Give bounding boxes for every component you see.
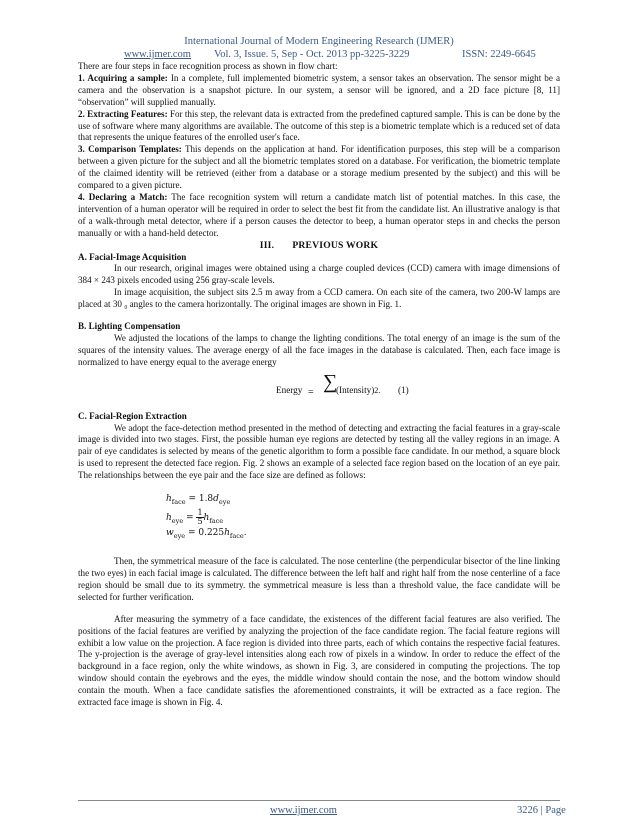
step-3 [78,144,560,192]
step-4-label: 4. Declaring a Match: [78,191,168,202]
var-w-eye: w [166,528,174,539]
step-3-text: This depends on the application at hand. For identification purposes, this step will be a comparison between a given picture for the subject and all the biometric templates stored on a database. For verification, the biometric template of the claimed identity will be retrieved (either from a database or a storage medium presented by the subject) and this will be compared to a given picture. [78,144,560,191]
step-2-text: For this step, the relevant data is extracted from the predefined captured sample. This is can be done by the use of software where many algorithms are available. The outcome of this step is a biometric template which is a reduced set of data that represents the unique features of the enrolled user's face. [78,108,560,143]
subsection-a-paragraph-1: In our research, original images were obtained using a charge coupled devices (CCD) camera with image dimensions of 384 × 243 pixels encoded using 256 gray-scale levels. [78,263,560,286]
subsection-c-title: C. Facial-Region Extraction [78,410,187,421]
section-heading: III. PREVIOUS WORK [259,239,379,251]
footer-page-number: 3226 | Page [517,805,566,816]
step-3-label: 3. Comparison Templates: [78,144,182,155]
subsection-a-title: A. Facial-Image Acquisition [78,251,187,262]
step-2-label: 2. Extracting Features: [78,108,168,119]
face-ratio-equations [78,492,560,542]
step-1-text: In a complete, full implemented biometric system, a sensor takes an observation. The sensor might be a camera and the observation is a snapshot picture. In our system, a sensor will be ignored, and a 2D face picture [8, 11] “observation” will supplied manually. [78,72,560,107]
equation-1 [78,370,560,399]
var-w-eye-sub: eye [173,531,186,540]
var-d: d [213,494,219,505]
subsection-c-paragraph-1: We adopt the face-detection method presented in the method of detecting and extracting the facial features in a gray-scale image is divided into two stages. First, the possible human eye regions are detected by testing all the valley regions in an image. A pair of eye candidates is selected by means of the genetic algorithm to form a possible face candidate. In our method, a square block is used to represent the detected face region. Fig. 2 shows an example of a selected face region based on the location of an eye pair. The relationships between the eye pair and the face size are defined as follows: [78,422,560,481]
subsection-b-paragraph-1: We adjusted the locations of the lamps to change the lighting conditions. The total energy of an image is the sum of the squares of the intensity values. The average energy of all the face images in the database is calculated. Then, each face image is normalized to have energy equal to the average energy [78,332,560,367]
equation-number: (1) [398,384,409,395]
step-4-text: The face recognition system will return a candidate match list of potential matches. In this case, the intervention of a human operator will be required in order to select the best fit from the candidate list. An illustrative analogy is that of a walk-through metal detector, where if a person causes the detector to beep, a human operator steps in and checks the person manually or with a hand-held detector. [78,191,560,238]
intro-text: There are four steps in face recognition process as shown in flow chart: [78,61,338,71]
footer-site-link[interactable]: www.ijmer.com [270,805,337,816]
subsection-c-paragraph-3: After measuring the symmetry of a face candidate, the existences of the different facial features are also verified. The positions of the facial features are verified by analyzing the projection of the face candidate region. The facial feature regions will exhibit a low value on the projection. A face region is divided into three parts, each of which contains the respective facial features. The y-projection is the average of gray-level intensities along each row of pixels in a window. In order to reduce the effect of the background in a face region, only the white windows, as shown in Fig. 3, are considered in computing the projections. The top window should contain the eyebrows and the eyes, the middle window should contain the nose, and the bottom window should contain the mouth. When a face candidate satisfies the aforementioned constraints, it will be extracted as a face region. The extracted face image is shown in Fig. 4. [78,613,560,708]
equation-h-eye [166,509,223,528]
var-h-eye: h [166,513,172,524]
footer-divider [78,800,560,801]
var-h-face-3-sub: face [229,531,244,540]
var-h-face-2-sub: face [209,516,224,525]
var-h-face-sub: face [171,497,186,506]
sum-symbol: ∑ [323,370,338,393]
var-d-sub: eye [218,497,231,506]
equation-lhs: Energy [276,384,303,395]
article-body [78,61,560,709]
var-h-eye-sub: eye [171,516,184,525]
fraction-one-fifth [196,509,203,526]
fraction-denominator: 5 [197,517,203,527]
var-h-face: h [166,494,172,505]
eq-h-eye-equals: = [183,513,197,524]
equation-w-eye [166,528,247,543]
header-volume: Vol. 3, Issue. 5, Sep - Oct. 2013 pp-3225-3229 [214,49,410,60]
subsection-c-paragraph-2: Then, the symmetrical measure of the face is calculated. The nose centerline (the perpendicular bisector of the line linking the two eyes) in each facial image is calculated. The difference between the left half and right half from the nose centerline of a face region should be small due to its symmetry. the symmetrical measure is less than a threshold value, the face candidate will be selected for further verification. [78,556,560,602]
journal-title: International Journal of Modern Engineering Research (IJMER) [184,36,454,47]
eq-w-eye-rhs: = 0.225 [185,528,225,539]
equation-h-face [166,494,230,509]
header-issn: ISSN: 2249-6645 [462,49,536,60]
equation-exponent: 2. [374,385,381,395]
step-1 [78,73,560,109]
fraction-numerator: 1 [197,508,203,518]
var-h-face-2: h [203,513,210,524]
subsection-b-title: B. Lighting Compensation [78,321,181,332]
equation-rhs [336,385,380,397]
header-site-link[interactable]: www.ijmer.com [124,49,191,60]
step-1-label: 1. Acquiring a sample: [78,72,168,83]
equation-rhs-term: (Intensity) [336,384,375,395]
step-2 [78,109,560,145]
step-4 [78,192,560,240]
eq-h-face-rhs: = 1.8 [185,494,214,505]
eq-end-period: . [243,528,247,539]
equation-equals: = [308,386,314,398]
subsection-a-paragraph-2: In image acquisition, the subject sits 2.5 m away from a CCD camera. On each site of the camera, two 200-W lamps are placed at 30 ₀ angles to the camera horizontally. The original images are shown in Fig. 1. [78,287,560,310]
var-h-face-3: h [224,528,230,539]
